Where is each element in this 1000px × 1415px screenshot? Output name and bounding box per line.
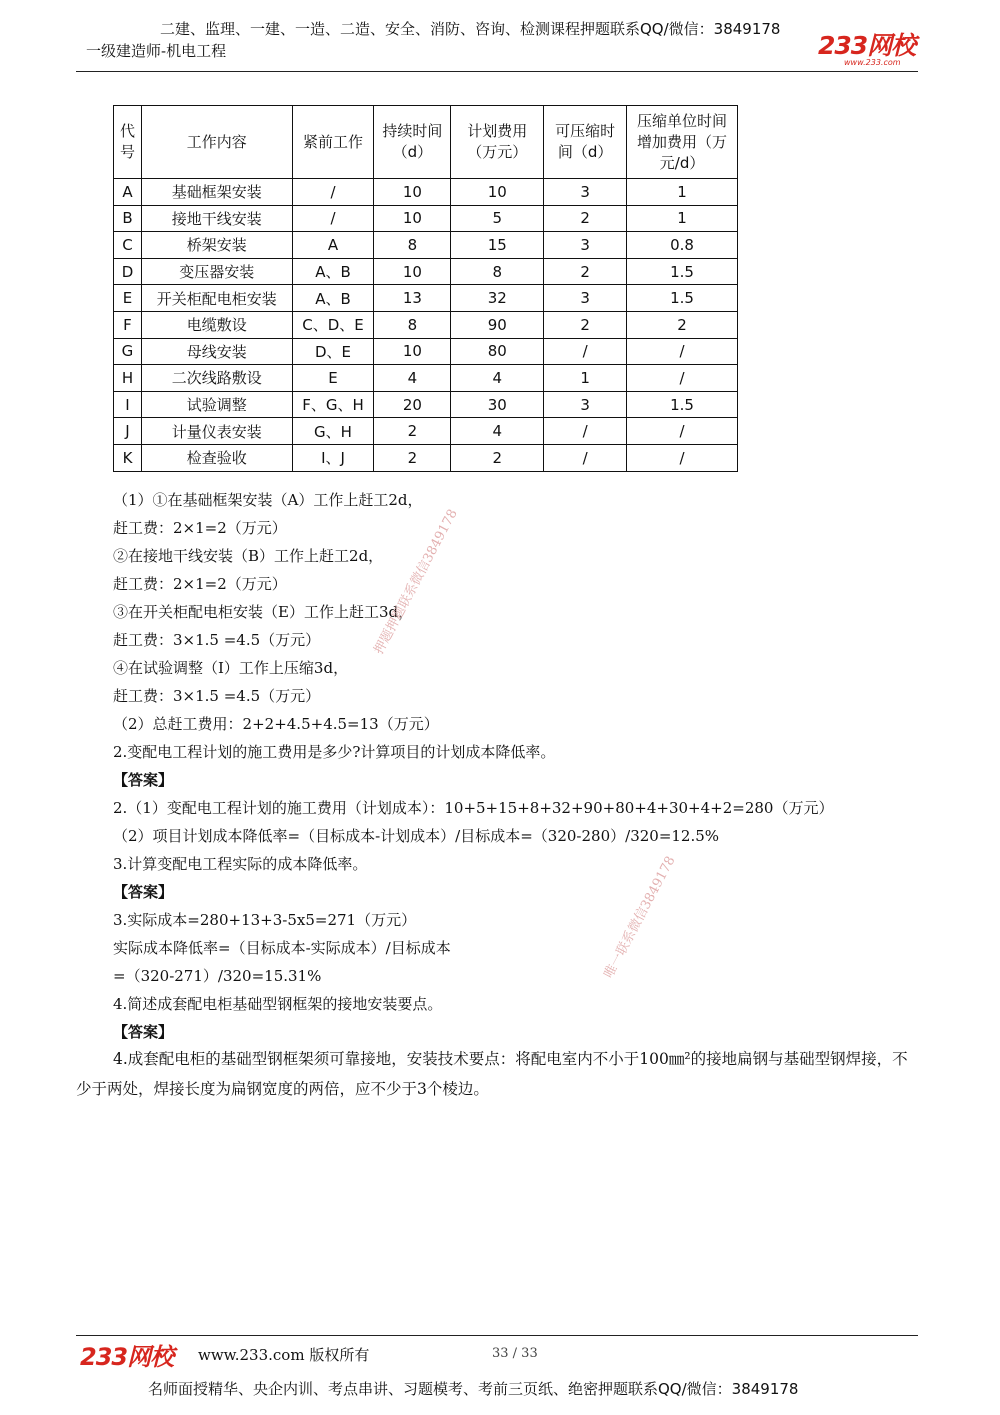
- answer-line: （2）总赶工费用：2+2+4.5+4.5=13（万元）: [113, 715, 439, 733]
- answer-line: ②在接地干线安装（B）工作上赶工2d，: [113, 547, 384, 565]
- cell-task: 开关柜配电柜安装: [141, 285, 292, 312]
- header-logo: [818, 26, 915, 67]
- table-row: [114, 365, 738, 392]
- table-row: [114, 418, 738, 445]
- cell-compressible: /: [544, 418, 627, 445]
- cell-unit-cost: /: [627, 338, 738, 365]
- cell-duration: 8: [374, 232, 451, 259]
- col-header-task: 工作内容: [141, 106, 292, 179]
- cell-task: 变压器安装: [141, 258, 292, 285]
- table-row: [114, 311, 738, 338]
- cell-unit-cost: /: [627, 444, 738, 471]
- answer-paragraph: 4.成套配电柜的基础型钢框架须可靠接地，安装技术要点：将配电室内不小于100㎜²的接地扁钢与基础型钢焊接，不少于两处，焊接长度为扁钢宽度的两倍，应不少于3个棱边。: [76, 1050, 908, 1098]
- cell-compressible: 3: [544, 179, 627, 206]
- cell-task: 计量仪表安装: [141, 418, 292, 445]
- header-logo-site: www.233.com: [844, 58, 901, 67]
- cell-duration: 10: [374, 205, 451, 232]
- cell-code: K: [114, 444, 142, 471]
- cell-predecessor: E: [292, 365, 374, 392]
- cell-code: I: [114, 391, 142, 418]
- cell-code: G: [114, 338, 142, 365]
- table-header-row: [114, 106, 738, 179]
- col-header-unit-cost: 压缩单位时间增加费用（万元/d）: [627, 106, 738, 179]
- cell-compressible: 2: [544, 311, 627, 338]
- cell-compressible: 3: [544, 391, 627, 418]
- cell-compressible: 1: [544, 365, 627, 392]
- answer-line: =（320-271）/320=15.31%: [113, 967, 322, 985]
- answer-line: 3.实际成本=280+13+3-5x5=271（万元）: [113, 911, 417, 929]
- header-courses-text: 二建、监理、一建、一造、二造、安全、消防、咨询、检测课程押题联系QQ/微信：3849178: [160, 20, 781, 38]
- cell-duration: 10: [374, 258, 451, 285]
- cell-duration: 20: [374, 391, 451, 418]
- cell-duration: 13: [374, 285, 451, 312]
- footer-logo: 233网校: [80, 1343, 174, 1371]
- cell-cost: 80: [451, 338, 544, 365]
- cell-predecessor: F、G、H: [292, 391, 374, 418]
- cell-task: 母线安装: [141, 338, 292, 365]
- cell-unit-cost: /: [627, 418, 738, 445]
- cell-task: 二次线路敷设: [141, 365, 292, 392]
- cell-predecessor: C、D、E: [292, 311, 374, 338]
- header-divider: [76, 71, 918, 72]
- question-3: 3.计算变配电工程实际的成本降低率。: [113, 855, 368, 873]
- table-row: [114, 232, 738, 259]
- col-header-predecessor: 紧前工作: [292, 106, 374, 179]
- answer-line: 2.（1）变配电工程计划的施工费用（计划成本）：10+5+15+8+32+90+80+4+30+4+2=280（万元）: [113, 799, 834, 817]
- col-header-code: 代号: [114, 106, 142, 179]
- cell-unit-cost: 0.8: [627, 232, 738, 259]
- cell-task: 桥架安装: [141, 232, 292, 259]
- cell-predecessor: D、E: [292, 338, 374, 365]
- cell-compressible: 2: [544, 205, 627, 232]
- cell-cost: 15: [451, 232, 544, 259]
- header-logo-text: 233网校: [818, 31, 916, 60]
- answer-label: 【答案】: [113, 771, 174, 789]
- cell-task: 基础框架安装: [141, 179, 292, 206]
- answer-line: （2）项目计划成本降低率=（目标成本-计划成本）/目标成本=（320-280）/320=12.5%: [113, 827, 720, 845]
- cell-duration: 10: [374, 338, 451, 365]
- col-header-compressible: 可压缩时间（d）: [544, 106, 627, 179]
- watermark-text: 唯一联系微信3849178: [601, 853, 679, 981]
- cell-code: C: [114, 232, 142, 259]
- cell-code: J: [114, 418, 142, 445]
- cell-compressible: /: [544, 444, 627, 471]
- page-number: 33 / 33: [492, 1346, 538, 1361]
- cell-predecessor: /: [292, 205, 374, 232]
- table-row: [114, 391, 738, 418]
- answer-line: ④在试验调整（I）工作上压缩3d，: [113, 659, 349, 677]
- cell-code: H: [114, 365, 142, 392]
- cell-unit-cost: 1: [627, 205, 738, 232]
- cell-predecessor: A、B: [292, 285, 374, 312]
- cell-code: E: [114, 285, 142, 312]
- cell-cost: 2: [451, 444, 544, 471]
- answer-line: 赶工费：3×1.5 =4.5（万元）: [113, 687, 321, 705]
- cell-task: 检查验收: [141, 444, 292, 471]
- table-row: [114, 338, 738, 365]
- cell-compressible: 3: [544, 285, 627, 312]
- answer-line: ③在开关柜配电柜安装（E）工作上赶工3d，: [113, 603, 414, 621]
- answer-label: 【答案】: [113, 1023, 174, 1041]
- cell-duration: 8: [374, 311, 451, 338]
- col-header-cost: 计划费用（万元）: [451, 106, 544, 179]
- cell-unit-cost: 1.5: [627, 258, 738, 285]
- cell-compressible: 3: [544, 232, 627, 259]
- footer-divider: [76, 1335, 918, 1336]
- cell-cost: 32: [451, 285, 544, 312]
- answer-line: （1）①在基础框架安装（A）工作上赶工2d，: [113, 491, 423, 509]
- header-subtitle: 一级建造师-机电工程: [86, 42, 227, 60]
- question-2: 2.变配电工程计划的施工费用是多少?计算项目的计划成本降低率。: [113, 743, 556, 761]
- cell-unit-cost: /: [627, 365, 738, 392]
- cell-code: D: [114, 258, 142, 285]
- footer-promo-text: 名师面授精华、央企内训、考点串讲、习题模考、考前三页纸、绝密押题联系QQ/微信：3849178: [148, 1380, 799, 1398]
- cell-duration: 2: [374, 418, 451, 445]
- cell-duration: 10: [374, 179, 451, 206]
- cell-predecessor: /: [292, 179, 374, 206]
- cell-cost: 5: [451, 205, 544, 232]
- cell-cost: 8: [451, 258, 544, 285]
- cell-unit-cost: 1.5: [627, 285, 738, 312]
- cell-task: 接地干线安装: [141, 205, 292, 232]
- work-table: [113, 105, 738, 472]
- cell-code: F: [114, 311, 142, 338]
- cell-code: B: [114, 205, 142, 232]
- cell-unit-cost: 1.5: [627, 391, 738, 418]
- cell-task: 电缆敷设: [141, 311, 292, 338]
- answer-line: 赶工费：2×1=2（万元）: [113, 519, 287, 537]
- cell-cost: 4: [451, 418, 544, 445]
- cell-predecessor: I、J: [292, 444, 374, 471]
- answer-line: 赶工费：2×1=2（万元）: [113, 575, 287, 593]
- cell-cost: 4: [451, 365, 544, 392]
- cell-cost: 10: [451, 179, 544, 206]
- cell-predecessor: G、H: [292, 418, 374, 445]
- answer-label: 【答案】: [113, 883, 174, 901]
- answer-line: 赶工费：3×1.5 =4.5（万元）: [113, 631, 321, 649]
- cell-unit-cost: 1: [627, 179, 738, 206]
- cell-cost: 30: [451, 391, 544, 418]
- cell-cost: 90: [451, 311, 544, 338]
- cell-task: 试验调整: [141, 391, 292, 418]
- cell-unit-cost: 2: [627, 311, 738, 338]
- answer-line: 实际成本降低率=（目标成本-实际成本）/目标成本: [113, 939, 451, 957]
- table-row: [114, 285, 738, 312]
- question-4: 4.简述成套配电柜基础型钢框架的接地安装要点。: [113, 995, 443, 1013]
- cell-duration: 2: [374, 444, 451, 471]
- table-row: [114, 205, 738, 232]
- table-row: [114, 258, 738, 285]
- cell-predecessor: A、B: [292, 258, 374, 285]
- cell-code: A: [114, 179, 142, 206]
- col-header-duration: 持续时间（d）: [374, 106, 451, 179]
- table-row: [114, 444, 738, 471]
- footer-copyright: www.233.com 版权所有: [198, 1346, 370, 1364]
- watermark-text: 押题押题联系微信3849178: [371, 506, 461, 657]
- cell-predecessor: A: [292, 232, 374, 259]
- cell-compressible: /: [544, 338, 627, 365]
- cell-compressible: 2: [544, 258, 627, 285]
- cell-duration: 4: [374, 365, 451, 392]
- table-row: [114, 179, 738, 206]
